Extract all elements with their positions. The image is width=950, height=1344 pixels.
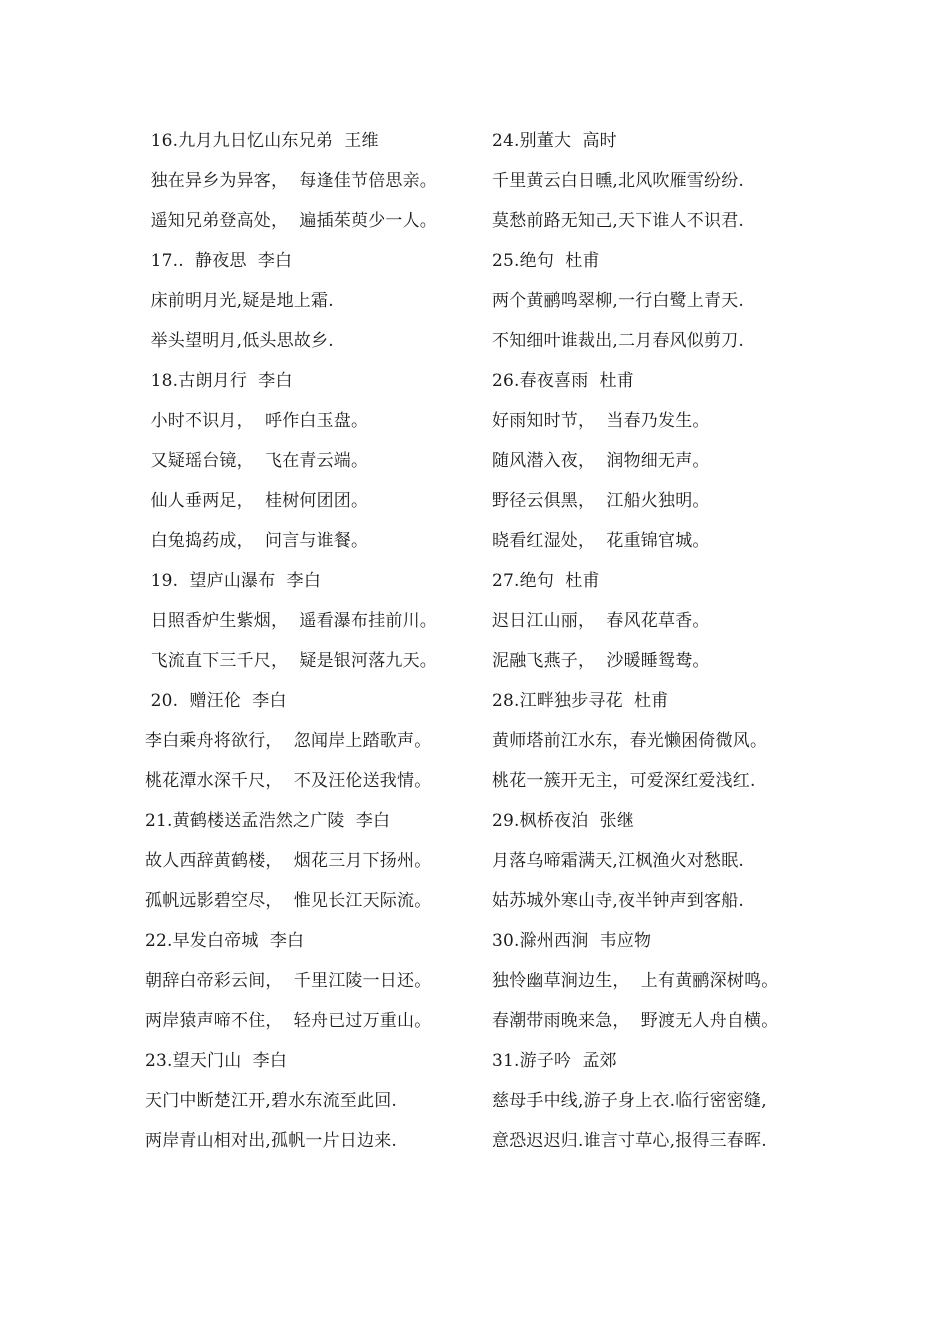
poem-line: 莫愁前路无知己,天下谁人不识君. [492,211,745,231]
left-column [145,126,475,1166]
poem-title: 26.春夜喜雨 杜甫 [492,371,635,391]
poem-title: 20. 赠汪伦 李白 [145,691,287,711]
poem-line: 独怜幽草涧边生， 上有黄鹂深树鸣。 [492,971,779,991]
poem-line: 孤帆远影碧空尽， 惟见长江天际流。 [145,891,432,911]
poem-line: 仙人垂两足， 桂树何团团。 [145,491,369,511]
poem-line: 遥知兄弟登高处， 遍插茱萸少一人。 [145,211,438,231]
poem-line: 晓看红湿处， 花重锦官城。 [492,531,710,551]
poem-line: 两岸青山相对出,孤帆一片日边来. [145,1131,398,1151]
poem-line: 春潮带雨晚来急， 野渡无人舟自横。 [492,1011,779,1031]
poem-line: 朝辞白帝彩云间， 千里江陵一日还。 [145,971,432,991]
poem-line: 好雨知时节， 当春乃发生。 [492,411,710,431]
poem-line: 两个黄鹂鸣翠柳,一行白鹭上青天. [492,291,745,311]
poem-line: 独在异乡为异客， 每逢佳节倍思亲。 [145,171,438,191]
poem-line: 李白乘舟将欲行， 忽闻岸上踏歌声。 [145,731,432,751]
poem-line: 又疑瑶台镜， 飞在青云端。 [145,451,369,471]
poem-title: 31.游子吟 孟郊 [492,1051,617,1071]
poem-line: 举头望明月,低头思故乡. [145,331,334,351]
poem-line: 白兔捣药成， 问言与谁餐。 [145,531,369,551]
poem-line: 床前明月光,疑是地上霜. [145,291,334,311]
poem-line: 慈母手中线,游子身上衣.临行密密缝, [492,1091,767,1111]
poem-title: 17.. 静夜思 李白 [145,251,293,271]
poem-title: 29.枫桥夜泊 张继 [492,811,635,831]
poem-title: 30.滁州西涧 韦应物 [492,931,652,951]
poem-title: 21.黄鹤楼送孟浩然之广陵 李白 [145,811,391,831]
poem-line: 桃花一簇开无主，可爱深红爱浅红. [492,771,756,791]
poem-title: 16.九月九日忆山东兄弟 王维 [145,131,379,151]
poem-line: 野径云俱黑， 江船火独明。 [492,491,710,511]
poem-line: 故人西辞黄鹤楼， 烟花三月下扬州。 [145,851,432,871]
poem-title: 22.早发白帝城 李白 [145,931,305,951]
poem-line: 不知细叶谁裁出,二月春风似剪刀. [492,331,745,351]
right-column [492,126,822,1166]
poem-line: 小时不识月， 呼作白玉盘。 [145,411,369,431]
poem-title: 27.绝句 杜甫 [492,571,600,591]
poem-line: 天门中断楚江开,碧水东流至此回. [145,1091,398,1111]
poem-title: 18.古朗月行 李白 [145,371,293,391]
poem-line: 姑苏城外寒山寺,夜半钟声到客船. [492,891,745,911]
poem-line: 意恐迟迟归.谁言寸草心,报得三春晖. [492,1131,767,1151]
poem-title: 28.江畔独步寻花 杜甫 [492,691,669,711]
poem-line: 桃花潭水深千尺， 不及汪伦送我情。 [145,771,432,791]
poem-title: 25.绝句 杜甫 [492,251,600,271]
poem-line: 随风潜入夜， 润物细无声。 [492,451,710,471]
poem-line: 千里黄云白日曛,北风吹雁雪纷纷. [492,171,745,191]
poem-line: 两岸猿声啼不住， 轻舟已过万重山。 [145,1011,432,1031]
poem-title: 24.别董大 高时 [492,131,617,151]
poem-line: 飞流直下三千尺， 疑是银河落九天。 [145,651,438,671]
poem-line: 日照香炉生紫烟， 遥看瀑布挂前川。 [145,611,438,631]
poem-line: 泥融飞燕子， 沙暖睡鸳鸯。 [492,651,710,671]
poem-line: 黄师塔前江水东，春光懒困倚微风。 [492,731,768,751]
poem-line: 迟日江山丽， 春风花草香。 [492,611,710,631]
poem-line: 月落乌啼霜满天,江枫渔火对愁眠. [492,851,745,871]
poem-title: 23.望天门山 李白 [145,1051,288,1071]
poem-title: 19. 望庐山瀑布 李白 [145,571,322,591]
